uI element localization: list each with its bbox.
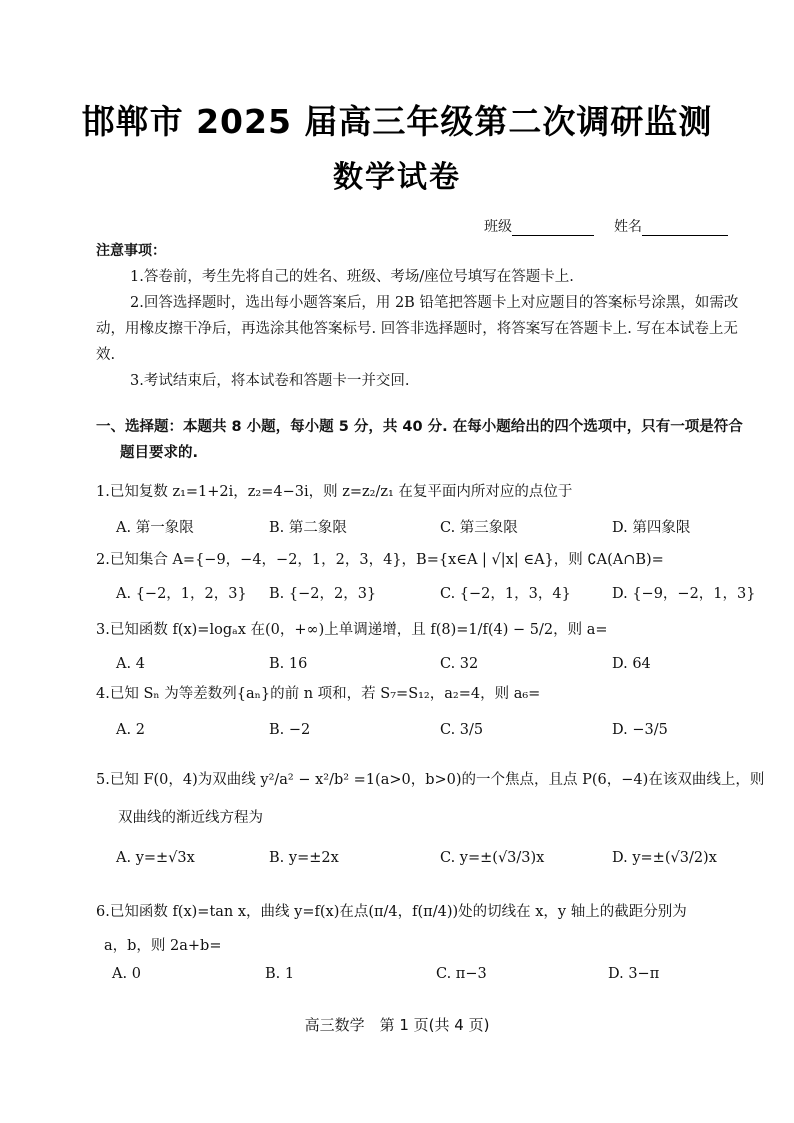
option-d[interactable]: D. {−9，−2，1，3}	[612, 586, 756, 602]
option-c[interactable]: C. y=±(√3/3)x	[440, 850, 545, 866]
option-a[interactable]: A. 4	[116, 656, 145, 672]
option-b[interactable]: B. 16	[269, 656, 308, 672]
option-d[interactable]: D. 3−π	[608, 966, 660, 982]
question-4-options	[116, 722, 746, 752]
option-a[interactable]: A. {−2，1，2，3}	[116, 586, 247, 602]
notice-item-1: 1.答卷前，考生先将自己的姓名、班级、考场/座位号填写在答题卡上.	[130, 269, 574, 285]
question-1-options	[116, 516, 746, 546]
section-heading	[96, 414, 746, 466]
option-a[interactable]: A. 2	[116, 722, 145, 738]
exam-title: 邯郸市 2025 届高三年级第二次调研监测	[81, 102, 713, 141]
section-heading-line2: 题目要求的.	[120, 445, 199, 461]
section-heading-line1: 一、选择题：本题共 8 小题，每小题 5 分，共 40 分. 在每小题给出的四个选项中，只有一项是符合	[96, 419, 743, 435]
question-5-options	[116, 850, 746, 880]
exam-subtitle: 数学试卷	[333, 160, 461, 195]
student-info-fields	[484, 216, 728, 236]
question-2-stem: 2.已知集合 A={−9，−4，−2，1，2，3，4}，B={x∈A | √|x| ∈A}，则 ∁A(A∩B)=	[96, 552, 664, 568]
option-b[interactable]: B. y=±2x	[269, 850, 339, 866]
class-blank[interactable]	[512, 221, 594, 236]
option-c[interactable]: C. π−3	[436, 966, 487, 982]
question-5-stem-cont: 双曲线的渐近线方程为	[118, 810, 263, 826]
question-6-options	[112, 966, 742, 996]
option-d[interactable]: D. 64	[612, 656, 651, 672]
option-d[interactable]: D. y=±(√3/2)x	[612, 850, 717, 866]
notice-item-2: 2.回答选择题时，选出每小题答案后，用 2B 铅笔把答题卡上对应题目的答案标号涂黑，如需改动，用橡皮擦干净后，再选涂其他答案标号. 回答非选择题时，将答案写在答题卡上. 写在本试卷上无效.	[96, 295, 739, 363]
option-d[interactable]: D. 第四象限	[612, 520, 691, 536]
question-4-stem: 4.已知 Sₙ 为等差数列{aₙ}的前 n 项和，若 S₇=S₁₂，a₂=4，则 a₆=	[96, 686, 541, 702]
option-b[interactable]: B. −2	[269, 722, 311, 738]
option-a[interactable]: A. 0	[112, 966, 141, 982]
question-6-stem: 6.已知函数 f(x)=tan x，曲线 y=f(x)在点(π/4，f(π/4))处的切线在 x，y 轴上的截距分别为	[96, 904, 687, 920]
question-5-stem: 5.已知 F(0，4)为双曲线 y²/a² − x²/b² =1(a>0，b>0)的一个焦点，且点 P(6，−4)在该双曲线上，则	[96, 772, 765, 788]
option-c[interactable]: C. 第三象限	[440, 520, 518, 536]
notice-heading: 注意事项：	[96, 243, 166, 259]
class-label: 班级	[484, 219, 512, 235]
option-c[interactable]: C. {−2，1，3，4}	[440, 586, 571, 602]
name-label: 姓名	[614, 219, 642, 235]
notice-item-3: 3.考试结束后，将本试卷和答题卡一并交回.	[130, 373, 410, 389]
option-a[interactable]: A. y=±√3x	[116, 850, 195, 866]
page-footer: 高三数学 第 1 页(共 4 页)	[304, 1016, 490, 1034]
question-2-options	[116, 582, 756, 612]
option-d[interactable]: D. −3/5	[612, 722, 668, 738]
question-1-stem: 1.已知复数 z₁=1+2i，z₂=4−3i，则 z=z₂/z₁ 在复平面内所对应的点位于	[96, 484, 573, 500]
option-b[interactable]: B. 第二象限	[269, 520, 347, 536]
option-c[interactable]: C. 32	[440, 656, 479, 672]
option-c[interactable]: C. 3/5	[440, 722, 484, 738]
name-blank[interactable]	[642, 221, 728, 236]
option-a[interactable]: A. 第一象限	[116, 520, 194, 536]
question-6-stem-cont: a，b，则 2a+b=	[104, 938, 222, 954]
question-3-stem: 3.已知函数 f(x)=logₐx 在(0，+∞)上单调递增，且 f(8)=1/f(4) − 5/2，则 a=	[96, 622, 608, 638]
option-b[interactable]: B. 1	[265, 966, 295, 982]
option-b[interactable]: B. {−2，2，3}	[269, 586, 377, 602]
